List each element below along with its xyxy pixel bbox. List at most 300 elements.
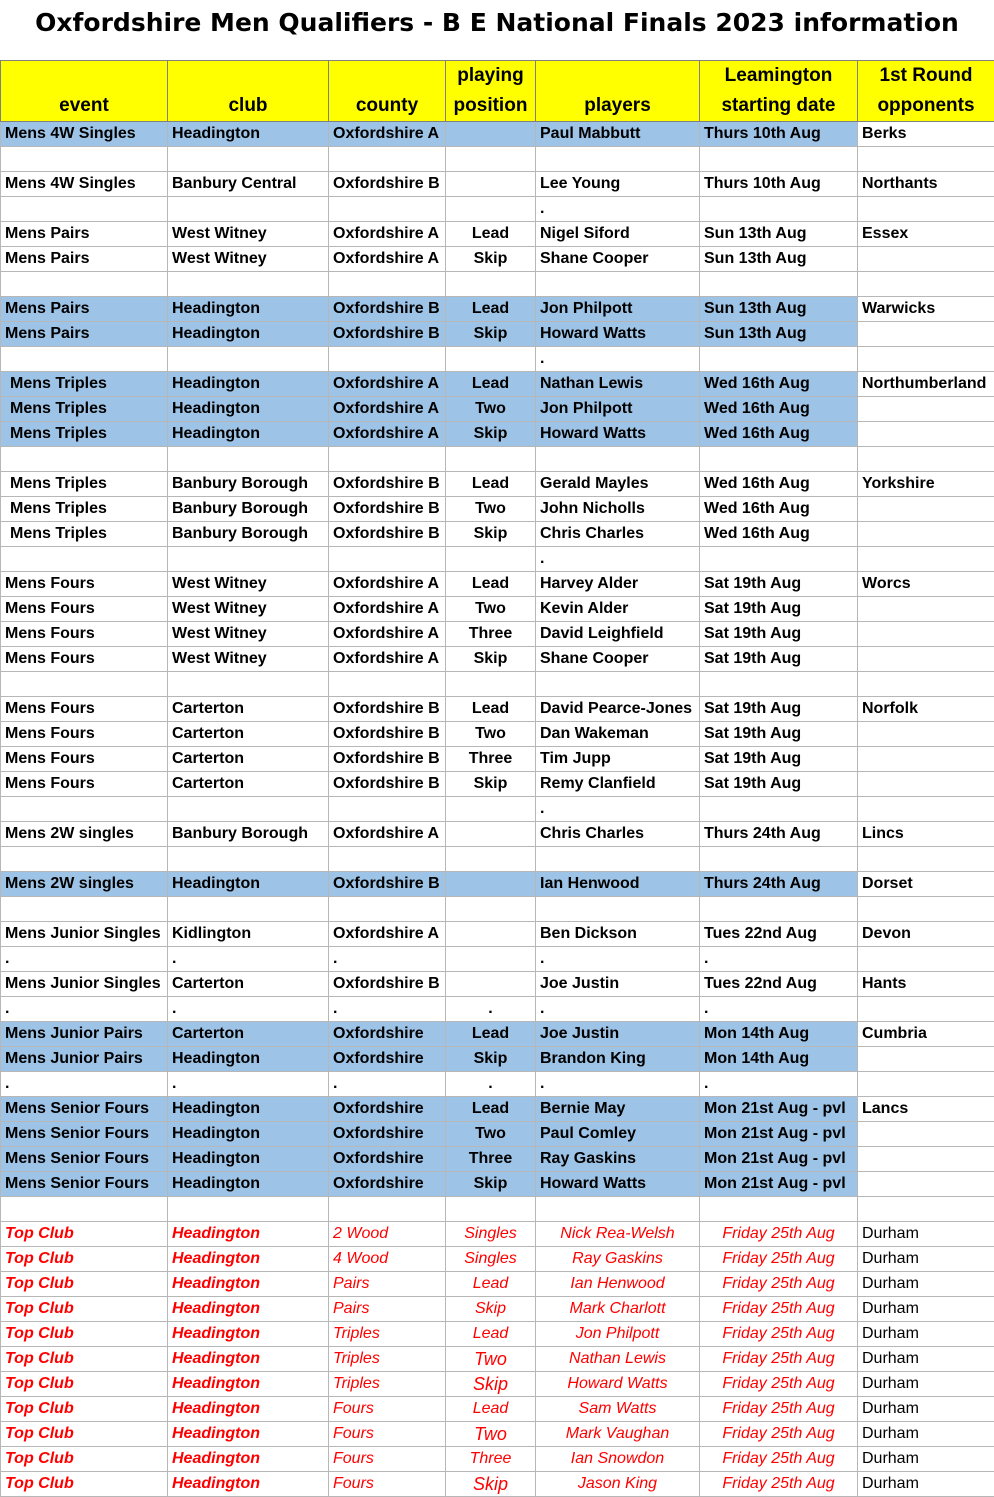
club-cell: Headington: [168, 297, 329, 322]
opponent-cell: Berks: [858, 122, 994, 147]
opponent-cell: Durham: [858, 1472, 994, 1497]
date-cell: Wed 16th Aug: [700, 497, 858, 522]
table-row: [1, 1197, 994, 1222]
date-cell: Friday 25th Aug: [700, 1322, 858, 1347]
opponent-cell: [858, 647, 994, 672]
table-row: [1, 822, 994, 847]
club-cell: [168, 347, 329, 372]
table-row: [1, 472, 994, 497]
county-cell: Oxfordshire A: [329, 422, 446, 447]
club-cell: Carterton: [168, 722, 329, 747]
date-cell: .: [700, 997, 858, 1022]
date-cell: Sat 19th Aug: [700, 722, 858, 747]
opponent-cell: Warwicks: [858, 297, 994, 322]
event-cell: Mens Pairs: [1, 247, 168, 272]
player-cell: [536, 272, 700, 297]
date-cell: Friday 25th Aug: [700, 1272, 858, 1297]
header-club: club: [168, 61, 329, 122]
event-cell: Mens Senior Fours: [1, 1097, 168, 1122]
top-club-row: [1, 1247, 994, 1272]
player-cell: [536, 672, 700, 697]
position-cell: [446, 547, 536, 572]
position-cell: .: [446, 1072, 536, 1097]
county-cell: Pairs: [329, 1297, 446, 1322]
county-cell: [329, 897, 446, 922]
county-cell: [329, 147, 446, 172]
table-row: [1, 872, 994, 897]
date-cell: Friday 25th Aug: [700, 1447, 858, 1472]
table-row: [1, 222, 994, 247]
club-cell: Headington: [168, 422, 329, 447]
table-row: [1, 972, 994, 997]
club-cell: Banbury Borough: [168, 497, 329, 522]
table-row: [1, 947, 994, 972]
position-cell: Lead: [446, 1097, 536, 1122]
date-cell: Mon 21st Aug - pvl: [700, 1122, 858, 1147]
date-cell: Tues 22nd Aug: [700, 922, 858, 947]
player-cell: Howard Watts: [536, 1372, 700, 1397]
event-cell: Mens 4W Singles: [1, 172, 168, 197]
table-row: [1, 572, 994, 597]
header-players: players: [536, 61, 700, 122]
opponent-cell: [858, 1047, 994, 1072]
position-cell: [446, 797, 536, 822]
position-cell: Three: [446, 1147, 536, 1172]
county-cell: Oxfordshire A: [329, 922, 446, 947]
club-cell: Banbury Central: [168, 172, 329, 197]
club-cell: .: [168, 997, 329, 1022]
event-cell: .: [1, 947, 168, 972]
position-cell: [446, 922, 536, 947]
opponent-cell: Lincs: [858, 822, 994, 847]
opponent-cell: Durham: [858, 1347, 994, 1372]
table-row: [1, 172, 994, 197]
date-cell: Wed 16th Aug: [700, 372, 858, 397]
position-cell: [446, 147, 536, 172]
opponent-cell: Durham: [858, 1447, 994, 1472]
table-row: [1, 797, 994, 822]
date-cell: Thurs 24th Aug: [700, 822, 858, 847]
event-cell: Mens Pairs: [1, 222, 168, 247]
event-cell: .: [1, 997, 168, 1022]
player-cell: .: [536, 797, 700, 822]
club-cell: [168, 147, 329, 172]
top-club-row: [1, 1272, 994, 1297]
player-cell: Shane Cooper: [536, 247, 700, 272]
position-cell: Two: [446, 597, 536, 622]
date-cell: Friday 25th Aug: [700, 1472, 858, 1497]
player-cell: [536, 147, 700, 172]
club-cell: Headington: [168, 872, 329, 897]
position-cell: [446, 872, 536, 897]
club-cell: Headington: [168, 1422, 329, 1447]
header-row: [1, 61, 994, 122]
club-cell: Headington: [168, 1097, 329, 1122]
table-row: [1, 247, 994, 272]
position-cell: [446, 1197, 536, 1222]
county-cell: [329, 847, 446, 872]
county-cell: Oxfordshire A: [329, 122, 446, 147]
player-cell: Howard Watts: [536, 1172, 700, 1197]
event-cell: [1, 672, 168, 697]
county-cell: Oxfordshire A: [329, 372, 446, 397]
event-cell: [1, 347, 168, 372]
opponent-cell: Yorkshire: [858, 472, 994, 497]
table-row: [1, 397, 994, 422]
position-cell: Skip: [446, 647, 536, 672]
opponent-cell: [858, 672, 994, 697]
county-cell: Oxfordshire A: [329, 222, 446, 247]
county-cell: Triples: [329, 1372, 446, 1397]
position-cell: Lead: [446, 472, 536, 497]
club-cell: [168, 447, 329, 472]
event-cell: Mens Triples: [1, 472, 168, 497]
player-cell: [536, 897, 700, 922]
opponent-cell: [858, 322, 994, 347]
opponent-cell: [858, 847, 994, 872]
opponent-cell: [858, 747, 994, 772]
player-cell: Ian Henwood: [536, 872, 700, 897]
club-cell: [168, 797, 329, 822]
player-cell: Ian Henwood: [536, 1272, 700, 1297]
opponent-cell: Durham: [858, 1247, 994, 1272]
date-cell: Friday 25th Aug: [700, 1422, 858, 1447]
table-row: [1, 647, 994, 672]
player-cell: Nathan Lewis: [536, 1347, 700, 1372]
opponent-cell: [858, 722, 994, 747]
county-cell: Oxfordshire: [329, 1047, 446, 1072]
club-cell: [168, 847, 329, 872]
date-cell: Thurs 10th Aug: [700, 122, 858, 147]
position-cell: [446, 347, 536, 372]
player-cell: Harvey Alder: [536, 572, 700, 597]
player-cell: Lee Young: [536, 172, 700, 197]
date-cell: Friday 25th Aug: [700, 1397, 858, 1422]
club-cell: Carterton: [168, 1022, 329, 1047]
position-cell: [446, 847, 536, 872]
player-cell: Jon Philpott: [536, 397, 700, 422]
position-cell: Skip: [446, 422, 536, 447]
player-cell: David Pearce-Jones: [536, 697, 700, 722]
date-cell: Mon 14th Aug: [700, 1047, 858, 1072]
event-cell: [1, 847, 168, 872]
position-cell: Two: [446, 497, 536, 522]
position-cell: Lead: [446, 372, 536, 397]
position-cell: [446, 897, 536, 922]
position-cell: Two: [446, 397, 536, 422]
table-row: [1, 447, 994, 472]
date-cell: Sat 19th Aug: [700, 597, 858, 622]
county-cell: [329, 447, 446, 472]
county-cell: Oxfordshire B: [329, 772, 446, 797]
event-cell: [1, 1197, 168, 1222]
event-cell: [1, 547, 168, 572]
player-cell: Jon Philpott: [536, 297, 700, 322]
event-cell: Mens Fours: [1, 722, 168, 747]
club-cell: Headington: [168, 1472, 329, 1497]
position-cell: Singles: [446, 1247, 536, 1272]
table-row: [1, 772, 994, 797]
table-row: [1, 372, 994, 397]
event-cell: Mens Fours: [1, 747, 168, 772]
event-cell: Top Club: [1, 1372, 168, 1397]
event-cell: [1, 147, 168, 172]
county-cell: Oxfordshire: [329, 1022, 446, 1047]
event-cell: Mens Fours: [1, 597, 168, 622]
position-cell: Two: [446, 1422, 536, 1447]
county-cell: Oxfordshire B: [329, 497, 446, 522]
table-row: [1, 922, 994, 947]
club-cell: West Witney: [168, 622, 329, 647]
player-cell: Shane Cooper: [536, 647, 700, 672]
club-cell: [168, 197, 329, 222]
date-cell: [700, 447, 858, 472]
player-cell: Mark Vaughan: [536, 1422, 700, 1447]
opponent-cell: [858, 522, 994, 547]
top-club-row: [1, 1472, 994, 1497]
table-row: [1, 597, 994, 622]
event-cell: Mens Triples: [1, 397, 168, 422]
club-cell: .: [168, 947, 329, 972]
date-cell: Mon 21st Aug - pvl: [700, 1147, 858, 1172]
date-cell: Sun 13th Aug: [700, 322, 858, 347]
club-cell: Carterton: [168, 747, 329, 772]
position-cell: Skip: [446, 522, 536, 547]
position-cell: Skip: [446, 772, 536, 797]
player-cell: Joe Justin: [536, 1022, 700, 1047]
county-cell: Oxfordshire B: [329, 722, 446, 747]
opponent-cell: Durham: [858, 1397, 994, 1422]
opponent-cell: Durham: [858, 1222, 994, 1247]
table-row: [1, 1047, 994, 1072]
opponent-cell: [858, 422, 994, 447]
date-cell: Friday 25th Aug: [700, 1372, 858, 1397]
opponent-cell: [858, 897, 994, 922]
table-row: [1, 297, 994, 322]
event-cell: Top Club: [1, 1272, 168, 1297]
player-cell: Sam Watts: [536, 1397, 700, 1422]
opponent-cell: [858, 797, 994, 822]
table-row: [1, 897, 994, 922]
county-cell: Oxfordshire A: [329, 622, 446, 647]
date-cell: Thurs 24th Aug: [700, 872, 858, 897]
table-row: [1, 122, 994, 147]
event-cell: Top Club: [1, 1422, 168, 1447]
date-cell: Sun 13th Aug: [700, 247, 858, 272]
position-cell: Skip: [446, 247, 536, 272]
date-cell: [700, 197, 858, 222]
top-club-row: [1, 1397, 994, 1422]
county-cell: Fours: [329, 1397, 446, 1422]
club-cell: Headington: [168, 1347, 329, 1372]
table-header: [1, 61, 994, 122]
date-cell: [700, 797, 858, 822]
event-cell: Mens Junior Pairs: [1, 1022, 168, 1047]
event-cell: [1, 447, 168, 472]
date-cell: [700, 847, 858, 872]
top-club-row: [1, 1222, 994, 1247]
county-cell: Oxfordshire: [329, 1172, 446, 1197]
date-cell: Mon 21st Aug - pvl: [700, 1097, 858, 1122]
top-club-row: [1, 1347, 994, 1372]
position-cell: .: [446, 997, 536, 1022]
event-cell: Mens 2W singles: [1, 822, 168, 847]
club-cell: Headington: [168, 1447, 329, 1472]
player-cell: Ben Dickson: [536, 922, 700, 947]
opponent-cell: Worcs: [858, 572, 994, 597]
page-title: Oxfordshire Men Qualifiers - B E National Finals 2023 information: [0, 0, 994, 60]
club-cell: West Witney: [168, 572, 329, 597]
position-cell: Lead: [446, 1022, 536, 1047]
date-cell: [700, 547, 858, 572]
event-cell: Mens Triples: [1, 497, 168, 522]
event-cell: Mens Fours: [1, 622, 168, 647]
event-cell: Mens Triples: [1, 522, 168, 547]
event-cell: Top Club: [1, 1347, 168, 1372]
header-county: county: [329, 61, 446, 122]
date-cell: Mon 14th Aug: [700, 1022, 858, 1047]
date-cell: Wed 16th Aug: [700, 422, 858, 447]
header-starting-date-line2: starting date: [721, 95, 835, 116]
position-cell: Singles: [446, 1222, 536, 1247]
club-cell: Headington: [168, 1172, 329, 1197]
county-cell: Oxfordshire B: [329, 297, 446, 322]
county-cell: Oxfordshire B: [329, 872, 446, 897]
county-cell: Oxfordshire A: [329, 647, 446, 672]
opponent-cell: Lancs: [858, 1097, 994, 1122]
position-cell: Skip: [446, 1297, 536, 1322]
opponent-cell: [858, 947, 994, 972]
club-cell: Headington: [168, 397, 329, 422]
position-cell: [446, 172, 536, 197]
opponent-cell: [858, 147, 994, 172]
date-cell: Sat 19th Aug: [700, 572, 858, 597]
table-row: [1, 197, 994, 222]
date-cell: Friday 25th Aug: [700, 1222, 858, 1247]
club-cell: West Witney: [168, 222, 329, 247]
date-cell: Mon 21st Aug - pvl: [700, 1172, 858, 1197]
position-cell: [446, 672, 536, 697]
player-cell: Howard Watts: [536, 322, 700, 347]
table-row: [1, 1122, 994, 1147]
event-cell: Mens Senior Fours: [1, 1122, 168, 1147]
opponent-cell: Hants: [858, 972, 994, 997]
table-row: [1, 747, 994, 772]
opponent-cell: Norfolk: [858, 697, 994, 722]
table-row: [1, 547, 994, 572]
county-cell: Fours: [329, 1472, 446, 1497]
club-cell: Headington: [168, 1297, 329, 1322]
opponent-cell: [858, 1072, 994, 1097]
top-club-row: [1, 1297, 994, 1322]
county-cell: Oxfordshire B: [329, 697, 446, 722]
player-cell: Nick Rea-Welsh: [536, 1222, 700, 1247]
opponent-cell: Durham: [858, 1372, 994, 1397]
county-cell: [329, 347, 446, 372]
position-cell: [446, 947, 536, 972]
opponent-cell: [858, 1197, 994, 1222]
position-cell: Three: [446, 747, 536, 772]
table-row: [1, 1097, 994, 1122]
opponent-cell: [858, 622, 994, 647]
event-cell: Top Club: [1, 1247, 168, 1272]
table-row: [1, 322, 994, 347]
county-cell: Oxfordshire B: [329, 522, 446, 547]
event-cell: Mens Pairs: [1, 322, 168, 347]
date-cell: Sat 19th Aug: [700, 772, 858, 797]
header-opponents: [858, 61, 994, 122]
position-cell: [446, 822, 536, 847]
position-cell: Lead: [446, 572, 536, 597]
position-cell: Skip: [446, 1047, 536, 1072]
position-cell: Lead: [446, 697, 536, 722]
county-cell: Oxfordshire: [329, 1147, 446, 1172]
county-cell: Oxfordshire B: [329, 747, 446, 772]
date-cell: Sun 13th Aug: [700, 222, 858, 247]
event-cell: Top Club: [1, 1447, 168, 1472]
date-cell: [700, 272, 858, 297]
top-club-row: [1, 1447, 994, 1472]
player-cell: John Nicholls: [536, 497, 700, 522]
player-cell: Joe Justin: [536, 972, 700, 997]
county-cell: Oxfordshire A: [329, 247, 446, 272]
county-cell: Oxfordshire A: [329, 597, 446, 622]
county-cell: .: [329, 997, 446, 1022]
date-cell: Wed 16th Aug: [700, 472, 858, 497]
club-cell: Headington: [168, 1147, 329, 1172]
event-cell: Mens Triples: [1, 372, 168, 397]
position-cell: [446, 197, 536, 222]
event-cell: Mens Fours: [1, 647, 168, 672]
opponent-cell: Essex: [858, 222, 994, 247]
player-cell: Ian Snowdon: [536, 1447, 700, 1472]
county-cell: Oxfordshire B: [329, 172, 446, 197]
position-cell: Skip: [446, 1372, 536, 1397]
event-cell: Mens Pairs: [1, 297, 168, 322]
header-starting-date: [700, 61, 858, 122]
opponent-cell: [858, 272, 994, 297]
table-row: [1, 1172, 994, 1197]
county-cell: Triples: [329, 1347, 446, 1372]
player-cell: [536, 847, 700, 872]
club-cell: Headington: [168, 122, 329, 147]
position-cell: Lead: [446, 297, 536, 322]
position-cell: [446, 272, 536, 297]
player-cell: .: [536, 947, 700, 972]
player-cell: .: [536, 547, 700, 572]
position-cell: Two: [446, 1122, 536, 1147]
date-cell: Sat 19th Aug: [700, 622, 858, 647]
player-cell: Howard Watts: [536, 422, 700, 447]
event-cell: Mens Junior Singles: [1, 972, 168, 997]
date-cell: Thurs 10th Aug: [700, 172, 858, 197]
opponent-cell: [858, 1147, 994, 1172]
player-cell: Chris Charles: [536, 522, 700, 547]
position-cell: [446, 122, 536, 147]
table-row: [1, 422, 994, 447]
date-cell: [700, 672, 858, 697]
county-cell: Oxfordshire B: [329, 472, 446, 497]
county-cell: Oxfordshire A: [329, 397, 446, 422]
player-cell: Paul Comley: [536, 1122, 700, 1147]
date-cell: [700, 147, 858, 172]
county-cell: [329, 547, 446, 572]
opponent-cell: [858, 547, 994, 572]
opponent-cell: Durham: [858, 1297, 994, 1322]
player-cell: Bernie May: [536, 1097, 700, 1122]
top-club-row: [1, 1322, 994, 1347]
club-cell: Headington: [168, 1322, 329, 1347]
